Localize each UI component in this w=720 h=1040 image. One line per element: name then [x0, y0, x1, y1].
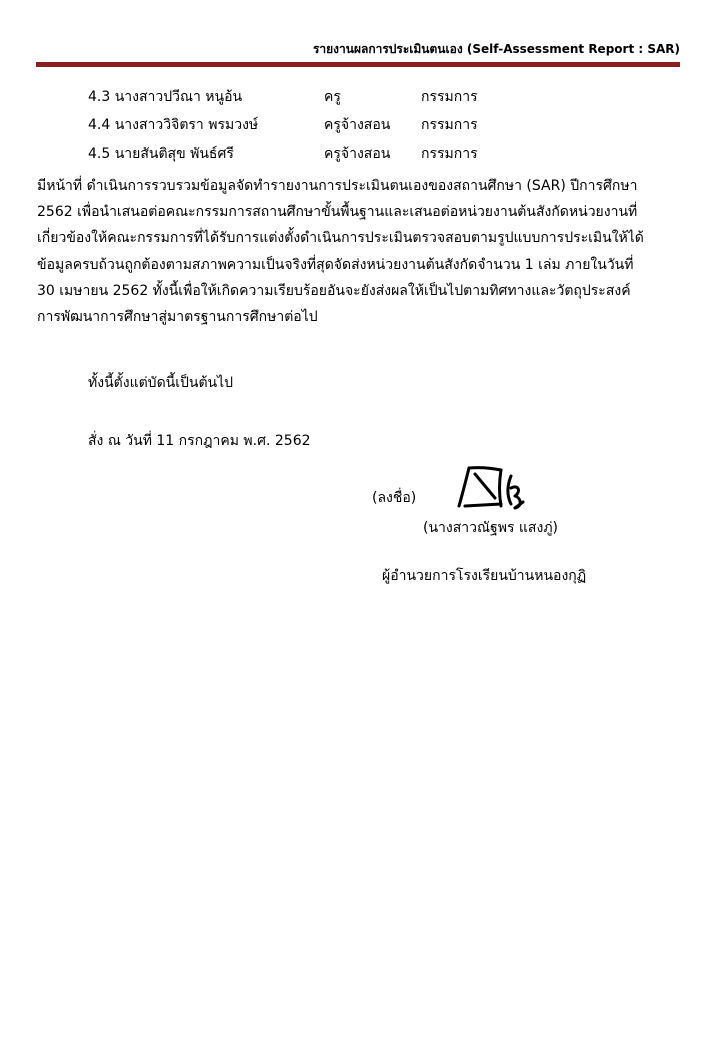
paragraph-line: การพัฒนาการศึกษาสู่มาตรฐานการศึกษาต่อไป	[37, 309, 318, 326]
handwritten-signature	[455, 462, 527, 512]
paragraph-line: ข้อมูลครบถ้วนถูกต้องตามสภาพความเป็นจริงที่สุดจัดส่งหน่วยงานต้นสังกัดจำนวน 1 เล่ม ภายในวันที่	[37, 256, 634, 273]
paragraph-line: 30 เมษายน 2562 ทั้งนี้เพื่อให้เกิดความเรียบร้อยอันจะยังส่งผลให้เป็นไปตามทิศทางและวัตถุประสงค์	[37, 282, 631, 299]
member-position: ครูจ้างสอน	[324, 117, 391, 133]
member-position: ครูจ้างสอน	[324, 146, 391, 162]
order-date: สั่ง ณ วันที่ 11 กรกฎาคม พ.ศ. 2562	[88, 433, 311, 449]
member-name: 4.5 นายสันติสุข พันธ์ศรี	[88, 146, 234, 162]
report-header-title: รายงานผลการประเมินตนเอง (Self-Assessment Report : SAR)	[312, 42, 680, 56]
member-position: ครู	[324, 89, 341, 105]
effective-statement: ทั้งนี้ตั้งแต่บัดนี้เป็นต้นไป	[88, 375, 234, 391]
member-name: 4.3 นางสาวปวีณา หนูอ้น	[88, 89, 243, 105]
paragraph-line: เกี่ยวข้องให้คณะกรรมการที่ได้รับการแต่งตั้งดำเนินการประเมินตรวจสอบตามรูปแบบการประเมินให้ได้	[37, 230, 644, 247]
committee-member	[88, 143, 688, 163]
signer-name: (นางสาวณัฐพร แสงภู่)	[423, 520, 559, 536]
duty-paragraph	[37, 173, 682, 330]
paragraph-line: มีหน้าที่ ดำเนินการรวบรวมข้อมูลจัดทำรายงานการประเมินตนเองของสถานศึกษา (SAR) ปีการศึกษา	[37, 178, 638, 194]
committee-member	[88, 114, 688, 134]
committee-member	[88, 86, 688, 106]
member-role: กรรมการ	[421, 89, 478, 105]
member-name: 4.4 นางสาววิจิตรา พรมวงษ์	[88, 117, 259, 133]
header-divider	[36, 62, 680, 67]
member-role: กรรมการ	[421, 146, 478, 162]
member-role: กรรมการ	[421, 117, 478, 133]
signer-title: ผู้อำนวยการโรงเรียนบ้านหนองกุฏิ	[382, 568, 587, 584]
signature-label: (ลงชื่อ)	[372, 490, 417, 506]
paragraph-line: 2562 เพื่อนำเสนอต่อคณะกรรมการสถานศึกษาขั้นพื้นฐานและเสนอต่อหน่วยงานต้นสังกัดหน่วยงานที่	[37, 204, 638, 221]
